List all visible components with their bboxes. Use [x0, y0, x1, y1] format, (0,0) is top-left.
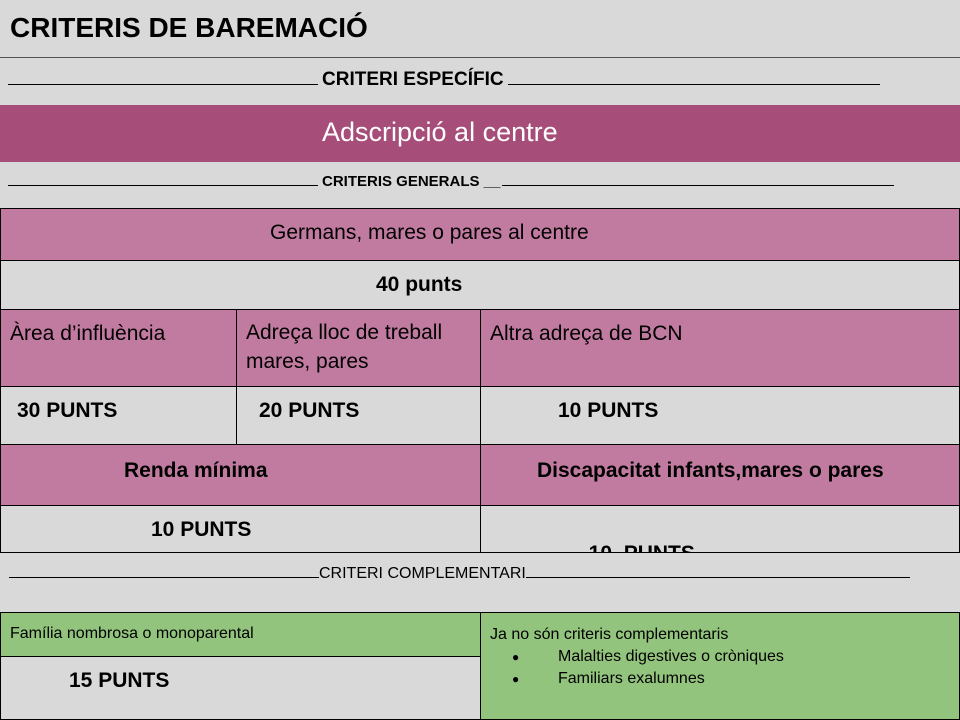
- no-longer-list: [490, 646, 959, 690]
- siblings-points-text: 40 punts: [376, 273, 463, 296]
- page-title: [0, 0, 960, 58]
- influence-area-cell: [0, 309, 237, 387]
- divider-line: [508, 83, 880, 85]
- large-family-points: [0, 656, 481, 720]
- specific-criterion-banner: [0, 105, 960, 162]
- influence-area-label: Àrea d’influència: [10, 322, 166, 345]
- divider-line: [8, 83, 318, 85]
- siblings-points: [0, 260, 960, 310]
- other-address-label: Altra adreça de BCN: [490, 322, 683, 345]
- minimum-income-points-text: 10 PUNTS: [151, 518, 252, 541]
- other-address-points: [480, 386, 960, 445]
- minimum-income-points: [0, 505, 481, 553]
- no-longer-heading: Ja no són criteris complementaris: [490, 626, 729, 643]
- list-item: ● Familiars exalumnes: [490, 668, 959, 690]
- siblings-label: Germans, mares o pares al centre: [270, 221, 589, 244]
- divider-line: [8, 184, 318, 186]
- disability-cell: [480, 444, 960, 506]
- page-title-text: CRITERIS DE BAREMACIÓ: [10, 12, 368, 43]
- complementary-criteria-header: [0, 553, 960, 612]
- large-family-label: Família nombrosa o monoparental: [10, 625, 254, 642]
- general-criteria-label: CRITERIS GENERALS __: [322, 173, 501, 190]
- no-longer-complementary-cell: [480, 612, 960, 720]
- large-family-points-text: 15 PUNTS: [69, 669, 170, 692]
- work-address-cell: [236, 309, 481, 387]
- divider-line: [9, 576, 319, 578]
- minimum-income-cell: [0, 444, 481, 506]
- list-item: ● Malalties digestives o cròniques: [490, 646, 959, 668]
- minimum-income-label: Renda mínima: [124, 459, 268, 482]
- complementary-criteria-label: CRITERI COMPLEMENTARI: [319, 565, 526, 582]
- specific-criteria-label: CRITERI ESPECÍFIC: [322, 69, 504, 90]
- divider-line: [526, 576, 910, 578]
- large-family-cell: [0, 612, 481, 657]
- divider-line: [502, 184, 894, 186]
- influence-area-points-text: 30 PUNTS: [17, 399, 118, 422]
- other-address-cell: [480, 309, 960, 387]
- work-address-label: Adreça lloc de treball mares, pares: [246, 321, 443, 373]
- specific-criteria-header: [0, 59, 960, 105]
- specific-criterion-text: Adscripció al centre: [322, 117, 558, 147]
- disability-points: [480, 505, 960, 553]
- work-address-points: [236, 386, 481, 445]
- work-address-points-text: 20 PUNTS: [259, 399, 360, 422]
- general-criteria-header: [0, 162, 960, 208]
- influence-area-points: [0, 386, 237, 445]
- siblings-criterion: [0, 208, 960, 261]
- disability-label: Discapacitat infants,mares o pares: [537, 459, 884, 482]
- other-address-points-text: 10 PUNTS: [558, 399, 659, 422]
